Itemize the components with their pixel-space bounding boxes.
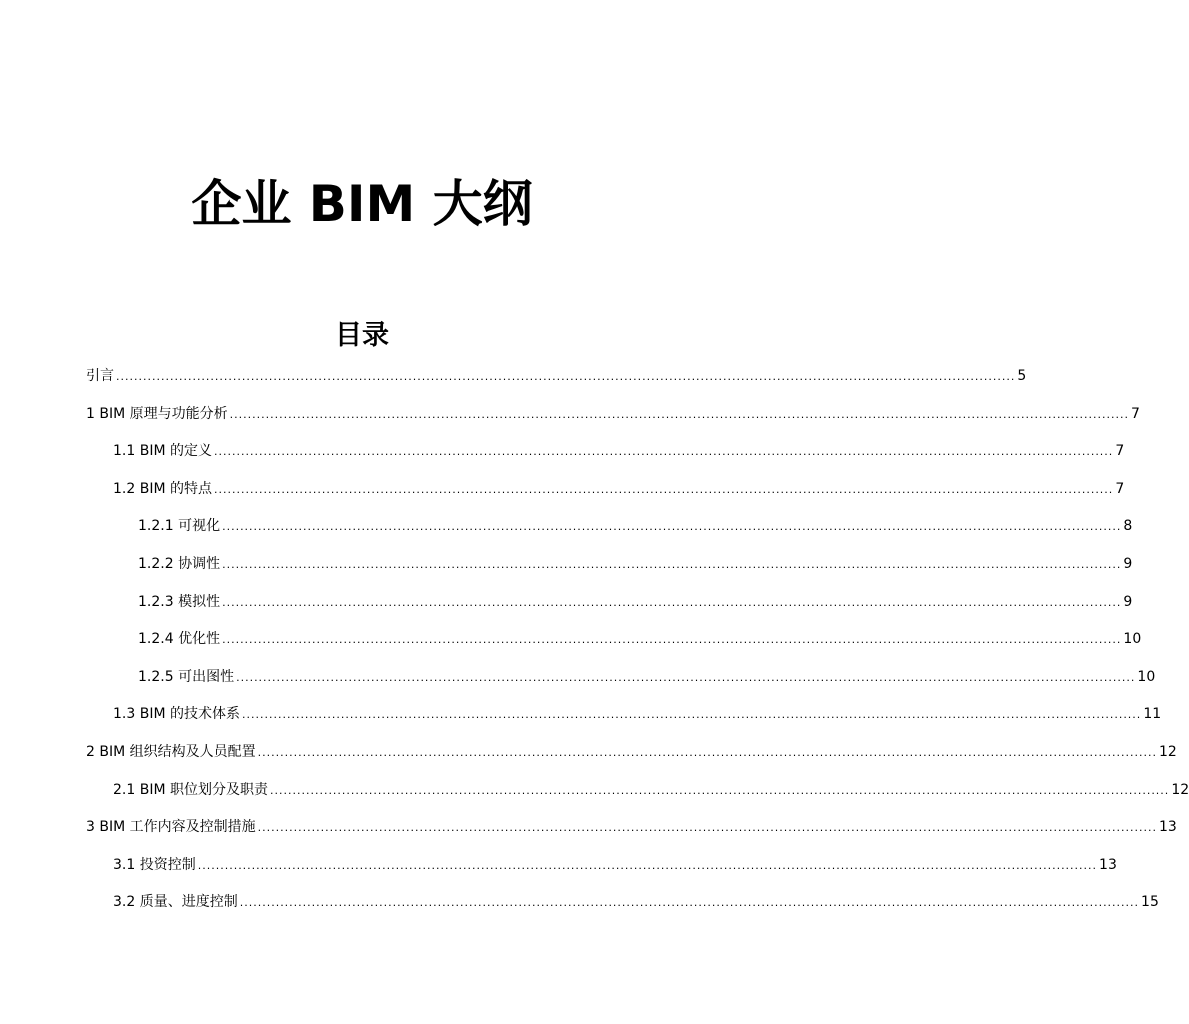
toc-entry-label: 1.1 BIM 的定义: [113, 443, 212, 460]
toc-entry-page: 12: [1171, 781, 1189, 798]
toc-entry-label: 1.2 BIM 的特点: [113, 480, 212, 497]
toc-entry-label: 1.3 BIM 的技术体系: [113, 706, 240, 723]
toc-heading: 目录: [335, 320, 389, 351]
toc-entry-page: 5: [1017, 368, 1027, 384]
toc-entry-page: 11: [1143, 706, 1162, 723]
toc-dot-leader: ........................................................................................................................................................................................................: [257, 821, 1157, 835]
toc-entry-label: 1.2.4 优化性: [138, 631, 221, 648]
toc-entry-page: 7: [1115, 480, 1125, 497]
toc-entry-page: 10: [1137, 668, 1156, 685]
toc-dot-leader: ........................................................................................................................................................................................................: [197, 858, 1098, 872]
toc-entry[interactable]: [86, 854, 1117, 892]
toc-dot-leader: ........................................................................................................................................................................................................: [116, 370, 1016, 383]
toc-entry[interactable]: [86, 553, 1133, 591]
toc-dot-leader: ........................................................................................................................................................................................................: [236, 670, 1136, 684]
toc-entry[interactable]: [86, 703, 1162, 741]
toc-dot-leader: ........................................................................................................................................................................................................: [241, 708, 1142, 722]
toc-entry-page: 13: [1158, 819, 1177, 836]
toc-entry-label: 引言: [86, 368, 114, 384]
toc-entry-page: 12: [1158, 743, 1177, 760]
toc-entry[interactable]: [86, 816, 1177, 854]
toc-entry-label: 1.2.5 可出图性: [138, 668, 235, 685]
toc-entry-page: 8: [1123, 518, 1133, 535]
toc-dot-leader: ........................................................................................................................................................................................................: [222, 595, 1122, 609]
toc-entry[interactable]: [86, 365, 1027, 403]
toc-entry[interactable]: [86, 741, 1177, 779]
table-of-contents: [86, 365, 1189, 929]
toc-dot-leader: ........................................................................................................................................................................................................: [213, 482, 1114, 496]
toc-entry[interactable]: [86, 779, 1189, 817]
toc-entry-label: 1.2.2 协调性: [138, 555, 221, 572]
toc-entry-page: 13: [1099, 856, 1117, 873]
toc-dot-leader: ........................................................................................................................................................................................................: [222, 557, 1122, 571]
toc-entry-label: 1.2.1 可视化: [138, 518, 221, 535]
toc-entry-label: 1 BIM 原理与功能分析: [86, 405, 228, 422]
toc-entry-label: 3 BIM 工作内容及控制措施: [86, 819, 256, 836]
toc-dot-leader: ........................................................................................................................................................................................................: [213, 445, 1114, 459]
toc-entry[interactable]: [86, 403, 1140, 441]
toc-entry[interactable]: [86, 478, 1125, 516]
toc-entry-label: 2.1 BIM 职位划分及职责: [113, 781, 268, 798]
toc-dot-leader: ........................................................................................................................................................................................................: [222, 633, 1122, 647]
toc-entry[interactable]: [86, 628, 1142, 666]
toc-dot-leader: ........................................................................................................................................................................................................: [222, 520, 1122, 534]
toc-dot-leader: ........................................................................................................................................................................................................: [257, 745, 1157, 759]
toc-entry-label: 3.1 投资控制: [113, 856, 196, 873]
toc-entry-page: 7: [1115, 443, 1125, 460]
toc-dot-leader: ........................................................................................................................................................................................................: [239, 896, 1140, 910]
toc-entry-page: 9: [1123, 593, 1133, 610]
toc-dot-leader: ........................................................................................................................................................................................................: [229, 407, 1129, 421]
toc-entry[interactable]: [86, 591, 1133, 629]
toc-entry-page: 10: [1123, 631, 1142, 648]
toc-entry[interactable]: [86, 440, 1125, 478]
toc-entry-label: 3.2 质量、进度控制: [113, 894, 238, 911]
toc-entry-page: 9: [1123, 555, 1133, 572]
toc-entry[interactable]: [86, 666, 1156, 704]
toc-entry[interactable]: [86, 515, 1133, 553]
toc-entry-page: 15: [1141, 894, 1159, 911]
toc-entry-label: 2 BIM 组织结构及人员配置: [86, 743, 256, 760]
document-title: 企业 BIM 大纲: [191, 175, 533, 233]
toc-dot-leader: ........................................................................................................................................................................................................: [269, 783, 1170, 797]
toc-entry[interactable]: [86, 891, 1159, 929]
toc-entry-label: 1.2.3 模拟性: [138, 593, 221, 610]
toc-entry-page: 7: [1130, 405, 1140, 422]
